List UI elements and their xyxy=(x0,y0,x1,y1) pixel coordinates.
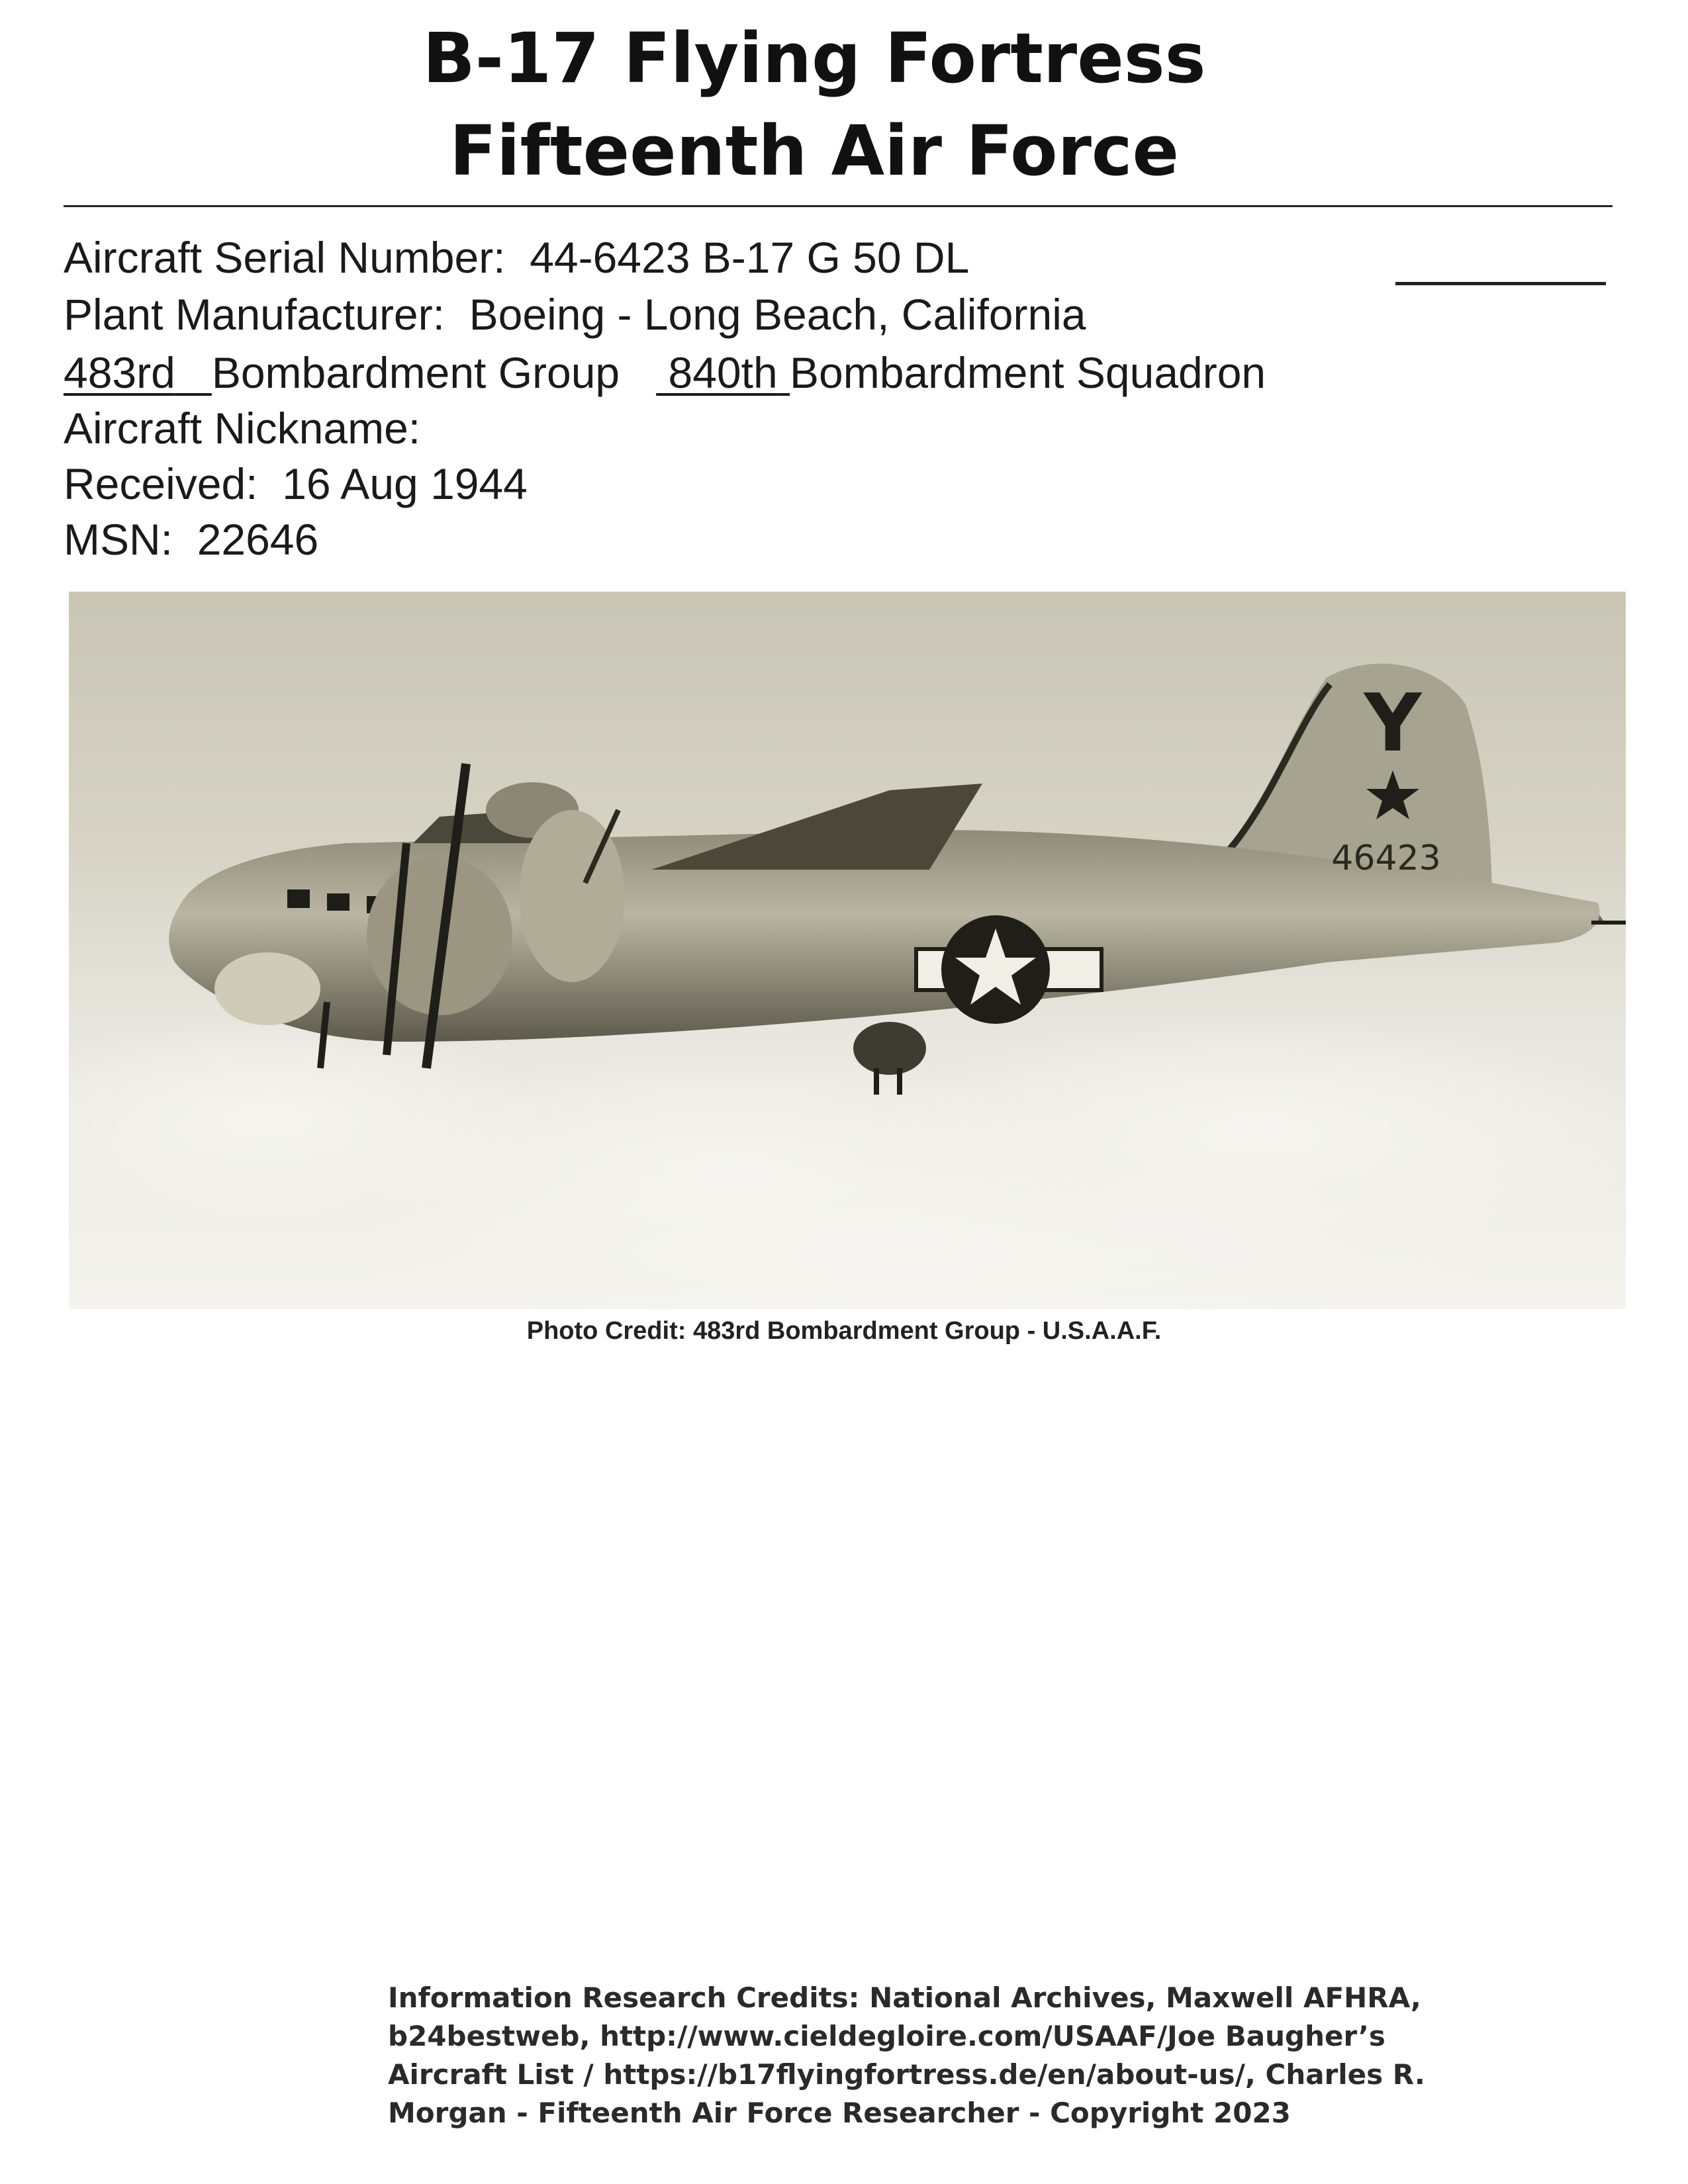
photo-caption: Photo Credit: 483rd Bombardment Group - U.S.A.A.F. xyxy=(526,1317,1162,1345)
credits-line-3: Aircraft List / https://b17flyingfortress.de/en/about-us/, Charles R. xyxy=(388,2058,1425,2091)
unit-row xyxy=(64,348,1266,397)
tail-number: 46423 xyxy=(1331,839,1441,878)
header-divider xyxy=(64,205,1613,207)
manufacturer-value: Boeing - Long Beach, California xyxy=(469,290,1086,339)
credits-line-4: Morgan - Fifteenth Air Force Researcher - Copyright 2023 xyxy=(388,2097,1291,2129)
serial-value: 44-6423 B-17 G 50 DL xyxy=(530,233,970,282)
blank-field-rule xyxy=(1395,282,1606,285)
serial-label: Aircraft Serial Number: xyxy=(64,233,506,282)
msn-label: MSN: xyxy=(64,515,173,564)
received-value: 16 Aug 1944 xyxy=(282,459,528,508)
group-label: Bombardment Group xyxy=(211,348,620,397)
manufacturer-label: Plant Manufacturer: xyxy=(64,290,445,339)
group-number: 483rd xyxy=(64,348,175,397)
credits-line-2: b24bestweb, http://www.cieldegloire.com/USAAF/Joe Baugher’s xyxy=(388,2020,1385,2052)
credits-line-1: Information Research Credits: National Archives, Maxwell AFHRA, xyxy=(388,1981,1421,2014)
received-row xyxy=(64,459,528,508)
received-label: Received: xyxy=(64,459,258,508)
squadron-number: 840th xyxy=(668,348,778,397)
msn-row xyxy=(64,515,319,564)
tail-letter: Y xyxy=(1364,678,1422,770)
nickname-label: Aircraft Nickname: xyxy=(64,404,421,453)
msn-value: 22646 xyxy=(197,515,319,564)
manufacturer-row xyxy=(64,290,1086,339)
page-subtitle: Fifteenth Air Force xyxy=(449,111,1180,191)
nickname-row xyxy=(64,404,421,453)
aircraft-photo xyxy=(69,592,1626,1309)
squadron-label: Bombardment Squadron xyxy=(790,348,1266,397)
research-credits xyxy=(388,1979,1425,2132)
serial-row xyxy=(64,233,970,282)
page-title: B-17 Flying Fortress xyxy=(422,18,1206,99)
